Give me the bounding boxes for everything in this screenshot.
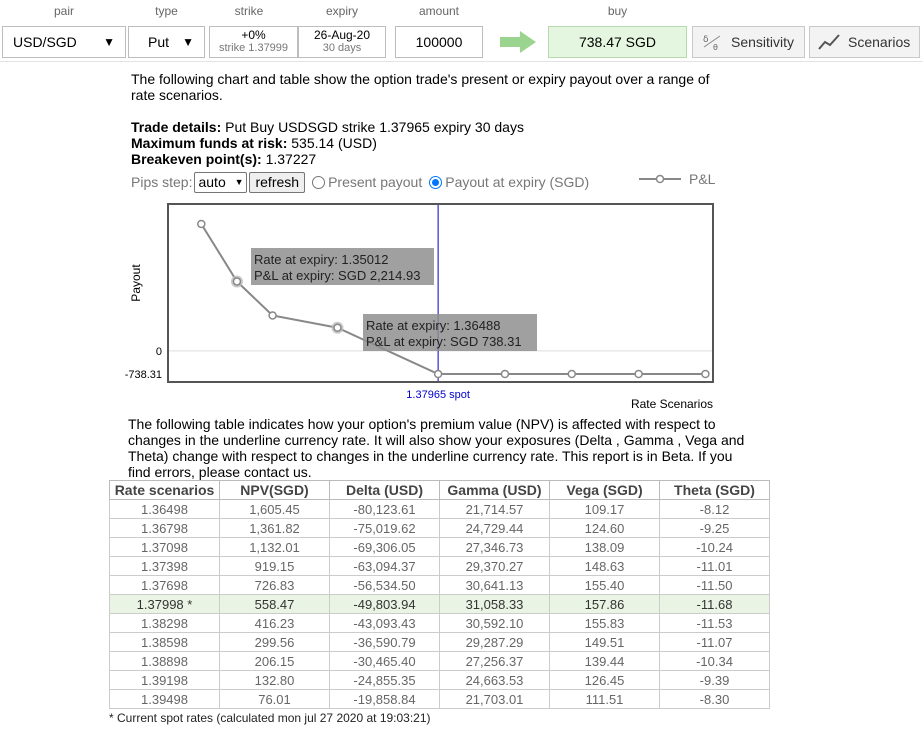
data-point[interactable] (568, 371, 575, 378)
col-npv-header: NPV(SGD) (220, 481, 330, 500)
expiry-date: 26-Aug-20 (313, 28, 371, 42)
tooltip-2-rate: Rate at expiry: 1.36488 (366, 318, 501, 333)
table-intro: The following table indicates how your option's premium value (NPV) is affected with respect to changes in the underline currency rate. It will also show your exposures (Delta , Gamma , Vega and Theta) change with respect to changes in the underline currency rate. This report is in Beta. If you find errors, please contact us. (128, 416, 745, 480)
table-cell: -9.39 (660, 671, 770, 690)
chart-legend (639, 171, 716, 187)
present-payout-label[interactable]: Present payout (328, 174, 423, 190)
breakeven-label: Breakeven point(s): (131, 151, 262, 167)
table-cell: 919.15 (220, 557, 330, 576)
table-row (110, 576, 770, 595)
table-cell: 416.23 (220, 614, 330, 633)
chevron-down-icon: ▼ (234, 177, 244, 187)
chevron-down-icon: ▼ (182, 35, 194, 49)
max-risk-label: Maximum funds at risk: (131, 135, 288, 151)
table-cell: 1,605.45 (220, 500, 330, 519)
table-cell: -11.07 (660, 633, 770, 652)
table-cell: -80,123.61 (330, 500, 440, 519)
table-cell: -43,093.43 (330, 614, 440, 633)
table-row (110, 690, 770, 709)
y-tick-label: 0 (155, 345, 162, 358)
table-cell: 299.56 (220, 633, 330, 652)
table-cell: -8.30 (660, 690, 770, 709)
strike-value: strike 1.37999 (218, 42, 289, 54)
table-row (110, 614, 770, 633)
table-cell: 1.38298 (110, 614, 220, 633)
sensitivity-label: Sensitivity (731, 34, 795, 50)
spot-label: 1.37965 spot (406, 389, 470, 401)
pips-step-value: auto (198, 174, 226, 190)
intro-text: The following chart and table show the option trade's present or expiry payout over a range of rate scenarios. (131, 71, 710, 103)
tooltip-2-pl: P&L at expiry: SGD 738.31 (366, 334, 522, 349)
table-cell: 29,287.29 (440, 633, 550, 652)
table-cell: 1.39498 (110, 690, 220, 709)
table-cell: -56,534.50 (330, 576, 440, 595)
data-point[interactable] (635, 371, 642, 378)
table-row (110, 671, 770, 690)
data-point[interactable] (233, 278, 240, 285)
chevron-down-icon: ▼ (103, 35, 115, 49)
table-cell: -30,465.40 (330, 652, 440, 671)
strike-percent: +0% (241, 28, 266, 42)
table-cell: -11.50 (660, 576, 770, 595)
table-cell: 155.40 (550, 576, 660, 595)
legend-label: P&L (689, 171, 716, 187)
table-cell: -11.53 (660, 614, 770, 633)
table-cell: 126.45 (550, 671, 660, 690)
table-row (110, 519, 770, 538)
expiry-days: 30 days (322, 42, 362, 54)
table-cell: -36,590.79 (330, 633, 440, 652)
table-cell: 27,346.73 (440, 538, 550, 557)
table-cell: -75,019.62 (330, 519, 440, 538)
table-cell: 206.15 (220, 652, 330, 671)
tooltip-2 (363, 314, 537, 351)
table-cell: 1.37398 (110, 557, 220, 576)
col-rate-header: Rate scenarios (110, 481, 220, 500)
data-point[interactable] (501, 371, 508, 378)
table-cell: 109.17 (550, 500, 660, 519)
table-cell: -63,094.37 (330, 557, 440, 576)
table-cell: 558.47 (220, 595, 330, 614)
table-cell: 1.36798 (110, 519, 220, 538)
amount-header: amount (418, 4, 460, 18)
table-cell: 24,729.44 (440, 519, 550, 538)
table-cell: 24,663.53 (440, 671, 550, 690)
table-cell: -11.01 (660, 557, 770, 576)
amount-input[interactable]: 100000 (395, 26, 483, 58)
footnote: * Current spot rates (calculated mon jul 27 2020 at 19:03:21) (109, 711, 431, 725)
table-cell: -24,855.35 (330, 671, 440, 690)
table-cell: 76.01 (220, 690, 330, 709)
expiry-header: expiry (325, 4, 358, 18)
scenario-table (109, 480, 770, 709)
table-cell: 1,361.82 (220, 519, 330, 538)
breakeven-value: 1.37227 (261, 151, 317, 167)
table-cell: 31,058.33 (440, 595, 550, 614)
table-cell: 138.09 (550, 538, 660, 557)
data-point[interactable] (334, 324, 341, 331)
tooltip-1 (251, 248, 434, 285)
table-cell: -19,858.84 (330, 690, 440, 709)
table-cell: 1.37998 * (110, 595, 220, 614)
scenarios-label: Scenarios (848, 34, 911, 50)
y-axis-label: Payout (129, 264, 143, 302)
tooltip-1-pl: P&L at expiry: SGD 2,214.93 (254, 268, 421, 283)
pips-step-label: Pips step: (131, 174, 193, 190)
table-cell: 124.60 (550, 519, 660, 538)
table-cell: 148.63 (550, 557, 660, 576)
table-row (110, 595, 770, 614)
type-value: Put (148, 34, 170, 50)
table-cell: 1.39198 (110, 671, 220, 690)
table-cell: 30,592.10 (440, 614, 550, 633)
svg-text:θ: θ (713, 43, 718, 52)
trade-details-label: Trade details: (131, 119, 222, 135)
table-row (110, 557, 770, 576)
type-header: type (155, 4, 178, 18)
buy-price-button[interactable]: 738.47 SGD (548, 26, 687, 58)
table-cell: 726.83 (220, 576, 330, 595)
buy-header: buy (607, 4, 628, 18)
table-cell: 21,714.57 (440, 500, 550, 519)
col-gamma-header: Gamma (USD) (440, 481, 550, 500)
col-vega-header: Vega (SGD) (550, 481, 660, 500)
pair-value: USD/SGD (13, 34, 77, 50)
table-cell: 1.38898 (110, 652, 220, 671)
data-point[interactable] (435, 371, 442, 378)
table-row (110, 652, 770, 671)
table-cell: 155.83 (550, 614, 660, 633)
data-point[interactable] (198, 220, 205, 227)
trade-details-value: Put Buy USDSGD strike 1.37965 expiry 30 days (221, 119, 524, 135)
table-cell: -10.34 (660, 652, 770, 671)
table-cell: 21,703.01 (440, 690, 550, 709)
legend-marker (657, 176, 664, 183)
table-cell: 149.51 (550, 633, 660, 652)
svg-text:δ: δ (703, 35, 709, 45)
table-cell: 1.36498 (110, 500, 220, 519)
table-row (110, 633, 770, 652)
table-cell: 29,370.27 (440, 557, 550, 576)
refresh-button[interactable]: refresh (249, 172, 305, 193)
table-header-row (110, 481, 770, 500)
table-cell: 1.38598 (110, 633, 220, 652)
data-point[interactable] (702, 371, 709, 378)
table-row (110, 500, 770, 519)
table-cell: -69,306.05 (330, 538, 440, 557)
y-tick-label: -738.31 (124, 369, 162, 381)
col-delta-header: Delta (USD) (330, 481, 440, 500)
table-cell: -8.12 (660, 500, 770, 519)
table-cell: -49,803.94 (330, 595, 440, 614)
table-row (110, 538, 770, 557)
col-theta-header: Theta (SGD) (660, 481, 770, 500)
table-cell: 1.37098 (110, 538, 220, 557)
x-axis-label: Rate Scenarios (630, 397, 713, 411)
table-cell: -10.24 (660, 538, 770, 557)
expiry-payout-label[interactable]: Payout at expiry (SGD) (445, 174, 590, 190)
table-cell: 139.44 (550, 652, 660, 671)
max-risk-value: 535.14 (USD) (287, 135, 377, 151)
table-cell: 157.86 (550, 595, 660, 614)
strike-header: strike (234, 4, 264, 18)
table-cell: 132.80 (220, 671, 330, 690)
table-cell: 1.37698 (110, 576, 220, 595)
table-cell: -11.68 (660, 595, 770, 614)
data-point[interactable] (269, 312, 276, 319)
table-cell: 111.51 (550, 690, 660, 709)
table-cell: 27,256.37 (440, 652, 550, 671)
pair-header: pair (53, 4, 74, 18)
tooltip-1-rate: Rate at expiry: 1.35012 (254, 252, 389, 267)
table-cell: 30,641.13 (440, 576, 550, 595)
table-cell: 1,132.01 (220, 538, 330, 557)
table-cell: -9.25 (660, 519, 770, 538)
